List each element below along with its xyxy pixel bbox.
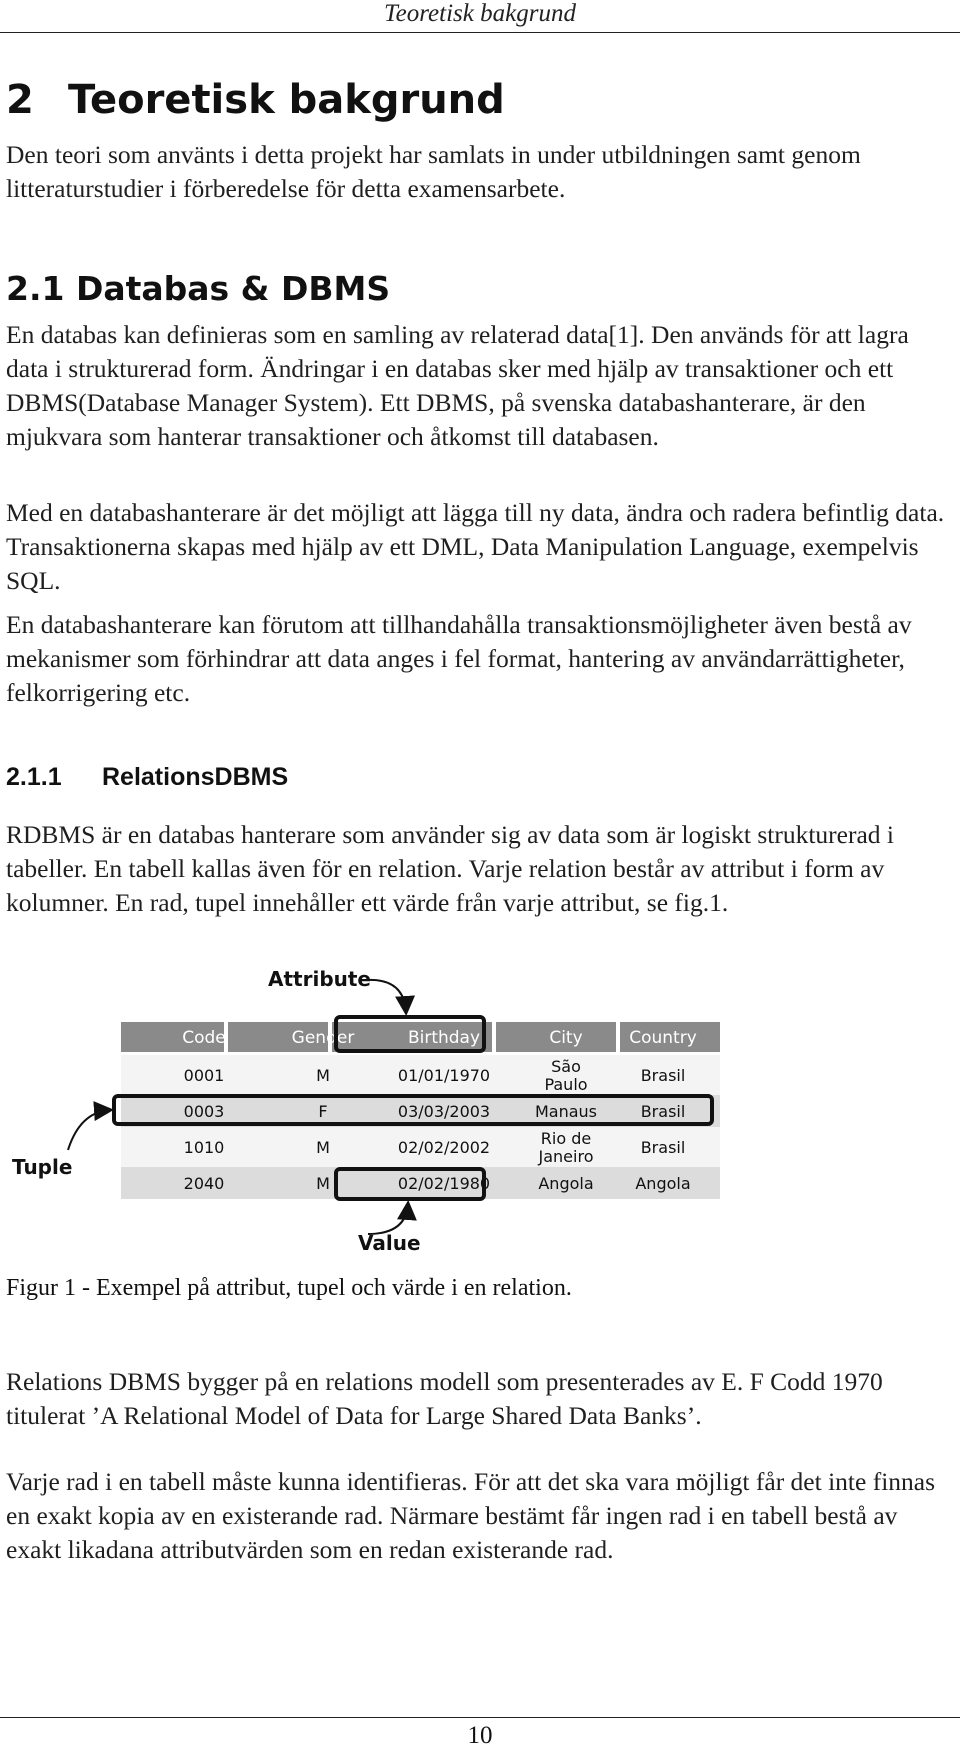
paragraph-mekanismer: En databashanterare kan förutom att tillhandahålla transaktionsmöjligheter även bestå av mekanismer som förhindrar att data anges i fel format, hantering av användarrättigheter, felkorrigering etc. <box>6 610 912 707</box>
paragraph-codd: Relations DBMS bygger på en relations modell som presenterades av E. F Codd 1970 titulerat ’A Relational Model of Data for Large Shared Data Banks’. <box>6 1367 883 1430</box>
cell-r3-c2: 02/02/1980 <box>397 1174 491 1193</box>
cell-r3-c1: M <box>316 1174 330 1193</box>
running-header: Teoretisk bakgrund <box>384 0 576 27</box>
cell-r1-c1: F <box>318 1102 328 1121</box>
paragraph-rdbms: RDBMS är en databas hanterare som använder sig av data som är logiskt strukturerad i tabeller. En tabell kallas även för en relation. Varje relation består av attribut i form av kolumner. En rad, tupel innehåller ett värde från varje attribut, se fig.1. <box>6 820 895 917</box>
figure-caption: Figur 1 - Exempel på attribut, tupel och värde i en relation. <box>6 1275 572 1301</box>
cell-r2-c4: Brasil <box>640 1138 686 1157</box>
page-number: 10 <box>467 1722 493 1749</box>
cell-r1-c0: 0003 <box>183 1102 225 1121</box>
section-number: 2 <box>6 77 34 123</box>
subsection-title: 2.1 Databas & DBMS <box>6 269 391 308</box>
subsubsection-title: RelationsDBMS <box>102 763 289 791</box>
subsubsection-number: 2.1.1 <box>6 763 62 791</box>
section-intro: Den teori som använts i detta projekt har samlats in under utbildningen samt genom litteraturstudier i förberedelse för detta examensarbete. <box>6 140 861 203</box>
header-city: City <box>549 1028 583 1048</box>
cell-r0-c4: Brasil <box>640 1066 686 1085</box>
paragraph-databashanterare: Med en databashanterare är det möjligt att lägga till ny data, ändra och radera befintlig data. Transaktionerna skapas med hjälp av ett DML, Data Manipulation Language, exempelvis SQL. <box>6 498 945 595</box>
header-code: Code <box>182 1028 226 1048</box>
header-gender: Gender <box>291 1028 355 1048</box>
cell-r2-c3-line1: Janeiro <box>538 1147 594 1166</box>
cell-r3-c0: 2040 <box>183 1174 225 1193</box>
header-rule <box>0 32 960 33</box>
cell-r2-c2: 02/02/2002 <box>397 1138 491 1157</box>
cell-r2-c0: 1010 <box>183 1138 225 1157</box>
header-birthday: Birthday <box>407 1028 481 1048</box>
section-heading <box>6 76 505 124</box>
header-country: Country <box>629 1028 697 1048</box>
cell-r3-c4: Angola <box>635 1174 691 1193</box>
cell-r0-c0: 0001 <box>183 1066 225 1085</box>
value-label: Value <box>358 1231 421 1255</box>
attribute-label: Attribute <box>268 967 371 991</box>
cell-r0-c3-line1: Paulo <box>544 1075 588 1094</box>
footer-rule <box>0 1717 960 1718</box>
cell-r2-c1: M <box>316 1138 330 1157</box>
cell-r1-c2: 03/03/2003 <box>397 1102 491 1121</box>
cell-r0-c3-line0: São <box>551 1057 581 1076</box>
cell-r2-c3-line0: Rio de <box>540 1129 592 1148</box>
table-header <box>121 1022 720 1052</box>
subsubsection-heading <box>6 762 288 792</box>
paragraph-databas: En databas kan definieras som en samling av relaterad data[1]. Den används för att lagra data i strukturerad form. Ändringar i en databas sker med hjälp av transaktioner och ett DBMS(Database Manager System). Ett DBMS, på svenska databashanterare, är den mjukvara som hanterar transaktioner och åtkomst till databasen. <box>6 320 909 451</box>
relation-figure <box>6 962 720 1262</box>
cell-r0-c2: 01/01/1970 <box>397 1066 491 1085</box>
cell-r3-c3: Angola <box>538 1174 594 1193</box>
paragraph-identifiering: Varje rad i en tabell måste kunna identifieras. För att det ska vara möjligt får det inte finnas en exakt kopia av en existerande rad. Närmare bestämt får ingen rad i en tabell bestå av exakt likadana attributvärden som en redan existerande rad. <box>6 1467 936 1564</box>
section-title: Teoretisk bakgrund <box>68 77 505 123</box>
cell-r1-c3: Manaus <box>534 1102 598 1121</box>
tuple-label: Tuple <box>12 1155 73 1179</box>
cell-r1-c4: Brasil <box>640 1102 686 1121</box>
cell-r0-c1: M <box>316 1066 330 1085</box>
